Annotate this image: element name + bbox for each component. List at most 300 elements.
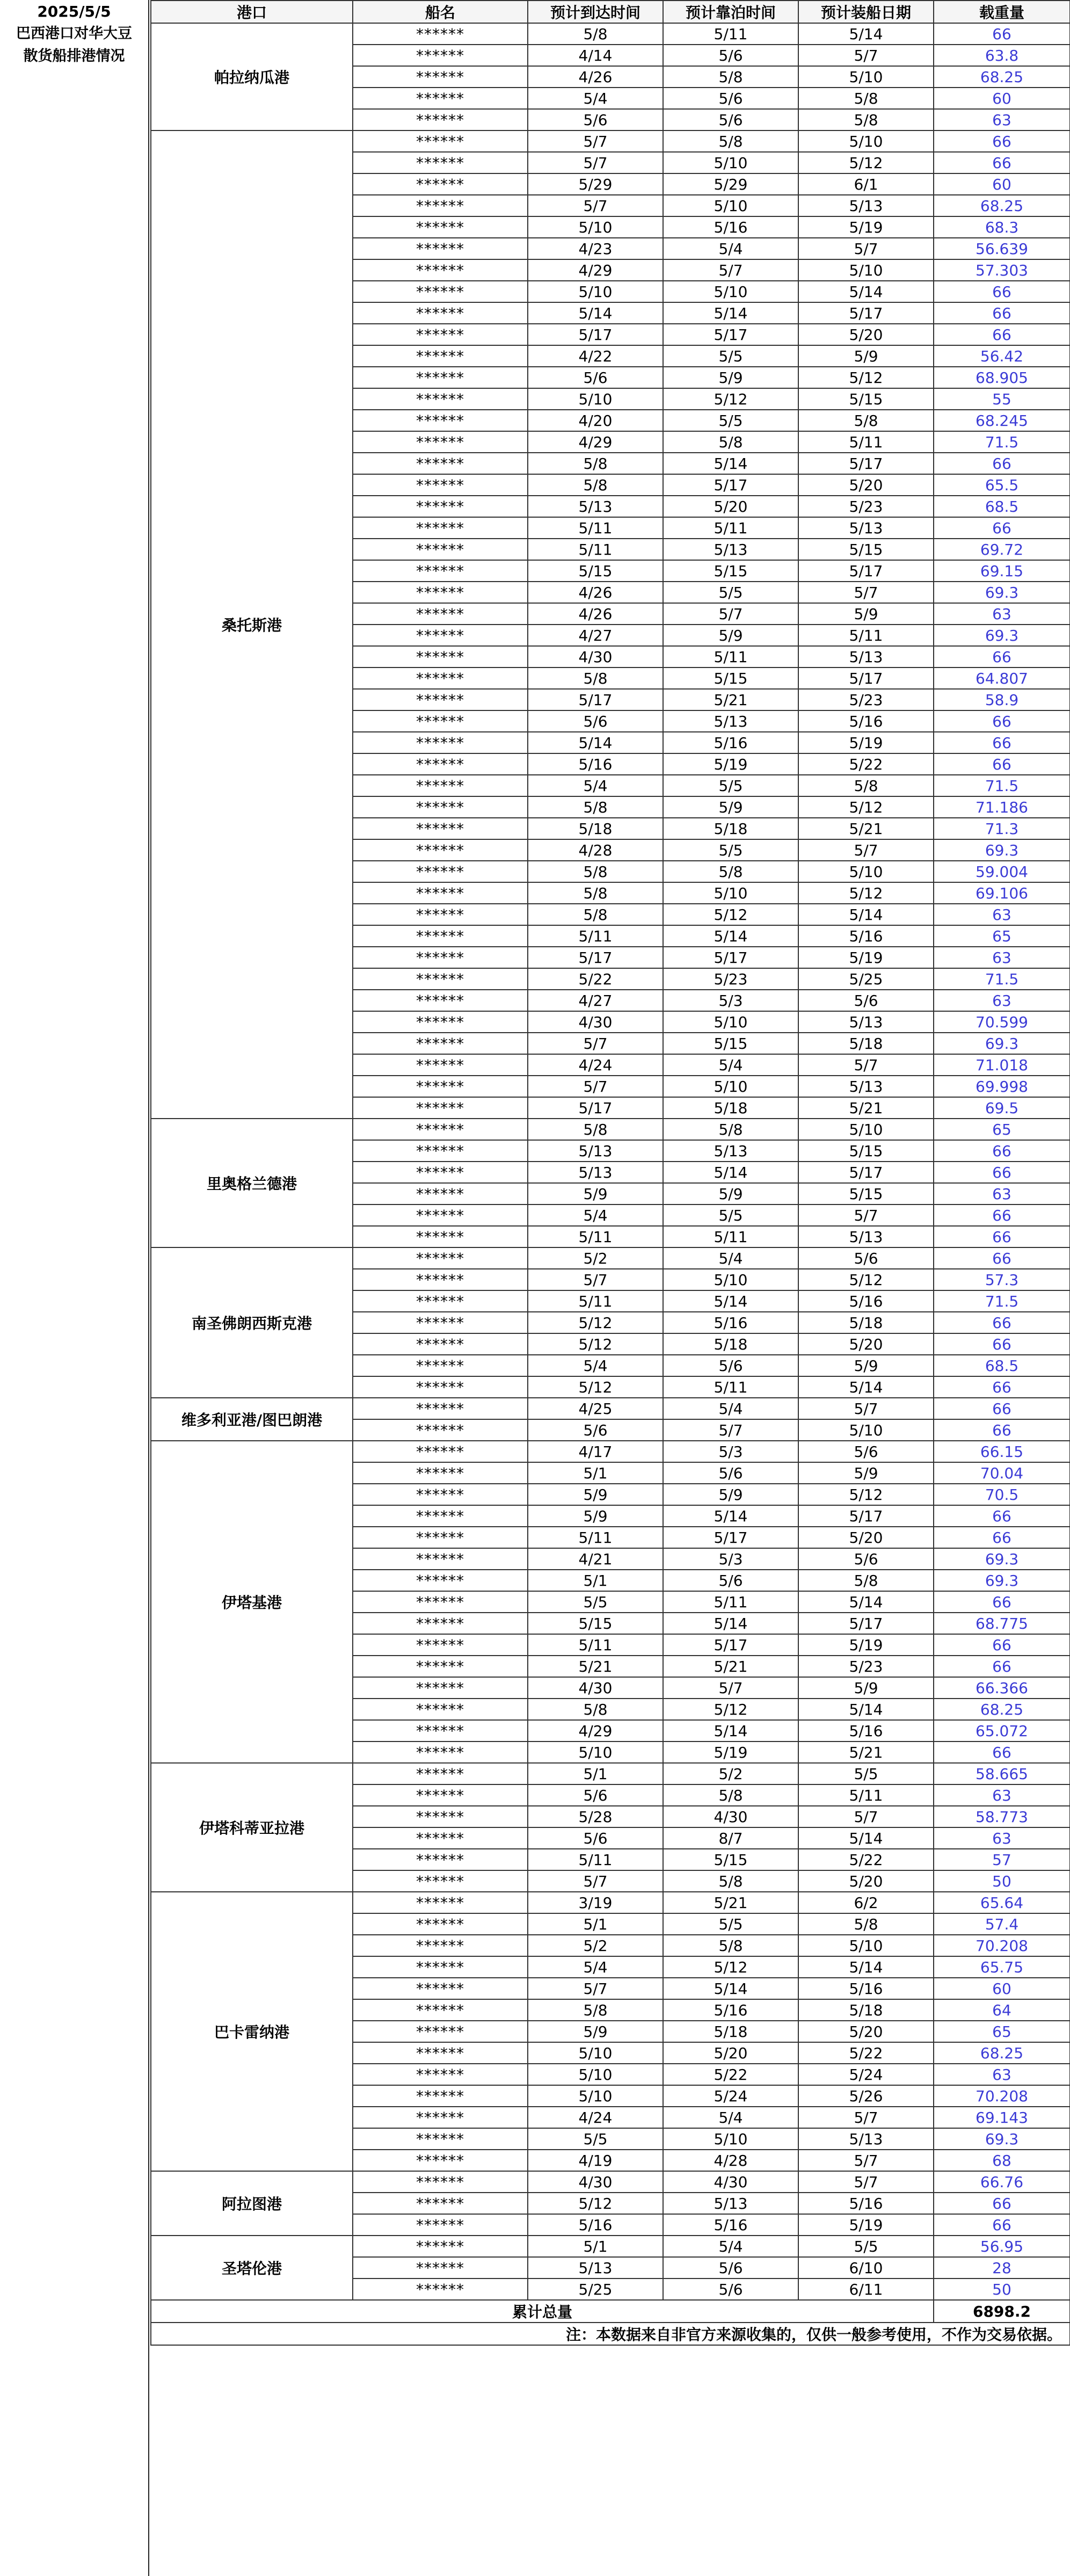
arrival-cell: 5/7 <box>528 1978 663 1999</box>
port-name-cell: 圣塔伦港 <box>151 2236 353 2300</box>
ship-name-cell: ****** <box>353 66 528 88</box>
arrival-cell: 5/7 <box>528 152 663 173</box>
deadweight-cell: 50 <box>934 1870 1070 1892</box>
table-row <box>151 1763 1070 1784</box>
loading-cell: 5/6 <box>798 990 934 1011</box>
arrival-cell: 5/1 <box>528 2236 663 2257</box>
berthing-cell: 5/5 <box>663 1913 798 1935</box>
loading-cell: 5/12 <box>798 1484 934 1505</box>
deadweight-cell: 68.25 <box>934 2042 1070 2064</box>
ship-name-cell: ****** <box>353 1333 528 1355</box>
loading-cell: 5/11 <box>798 1784 934 1806</box>
arrival-cell: 5/8 <box>528 796 663 818</box>
ship-name-cell: ****** <box>353 667 528 689</box>
berthing-cell: 5/7 <box>663 1677 798 1699</box>
deadweight-cell: 66 <box>934 1312 1070 1333</box>
arrival-cell: 5/8 <box>528 861 663 882</box>
arrival-cell: 5/4 <box>528 1204 663 1226</box>
loading-cell: 5/9 <box>798 345 934 367</box>
berthing-cell: 5/16 <box>663 732 798 753</box>
loading-cell: 5/13 <box>798 517 934 539</box>
deadweight-cell: 68.3 <box>934 216 1070 238</box>
deadweight-cell: 60 <box>934 88 1070 109</box>
berthing-cell: 5/8 <box>663 130 798 152</box>
berthing-cell: 5/10 <box>663 1011 798 1033</box>
arrival-cell: 5/17 <box>528 1097 663 1119</box>
loading-cell: 5/13 <box>798 646 934 667</box>
column-header: 船名 <box>353 1 528 23</box>
deadweight-cell: 68.245 <box>934 410 1070 431</box>
deadweight-cell: 63 <box>934 1183 1070 1204</box>
ship-name-cell: ****** <box>353 517 528 539</box>
berthing-cell: 5/2 <box>663 1763 798 1784</box>
arrival-cell: 4/14 <box>528 45 663 66</box>
ship-name-cell: ****** <box>353 839 528 861</box>
deadweight-cell: 66 <box>934 1376 1070 1398</box>
loading-cell: 5/20 <box>798 1333 934 1355</box>
deadweight-cell: 71.3 <box>934 818 1070 839</box>
arrival-cell: 5/12 <box>528 1333 663 1355</box>
deadweight-cell: 68.5 <box>934 496 1070 517</box>
deadweight-cell: 70.208 <box>934 2085 1070 2107</box>
berthing-cell: 5/5 <box>663 1204 798 1226</box>
loading-cell: 5/14 <box>798 281 934 302</box>
deadweight-cell: 69.3 <box>934 1033 1070 1054</box>
berthing-cell: 5/7 <box>663 603 798 625</box>
ship-name-cell: ****** <box>353 1956 528 1978</box>
arrival-cell: 5/11 <box>528 925 663 947</box>
loading-cell: 5/7 <box>798 582 934 603</box>
arrival-cell: 3/19 <box>528 1892 663 1913</box>
port-name-cell: 桑托斯港 <box>151 130 353 1119</box>
ship-name-cell: ****** <box>353 1720 528 1741</box>
ship-name-cell: ****** <box>353 2064 528 2085</box>
deadweight-cell: 71.5 <box>934 431 1070 453</box>
deadweight-cell: 69.3 <box>934 839 1070 861</box>
deadweight-cell: 69.3 <box>934 1570 1070 1591</box>
arrival-cell: 5/12 <box>528 2193 663 2214</box>
ship-name-cell: ****** <box>353 410 528 431</box>
ship-name-cell: ****** <box>353 2128 528 2150</box>
table-body <box>151 23 1070 2345</box>
ship-name-cell: ****** <box>353 2021 528 2042</box>
total-row <box>151 2300 1070 2323</box>
loading-cell: 5/8 <box>798 410 934 431</box>
ship-name-cell: ****** <box>353 1376 528 1398</box>
ship-name-cell: ****** <box>353 1183 528 1204</box>
ship-name-cell: ****** <box>353 496 528 517</box>
deadweight-cell: 66 <box>934 646 1070 667</box>
arrival-cell: 4/26 <box>528 582 663 603</box>
deadweight-cell: 66 <box>934 1226 1070 1247</box>
berthing-cell: 5/10 <box>663 2128 798 2150</box>
berthing-cell: 5/6 <box>663 88 798 109</box>
loading-cell: 5/6 <box>798 1247 934 1269</box>
arrival-cell: 5/4 <box>528 1956 663 1978</box>
deadweight-cell: 65.64 <box>934 1892 1070 1913</box>
berthing-cell: 5/7 <box>663 1419 798 1441</box>
ship-name-cell: ****** <box>353 45 528 66</box>
arrival-cell: 5/10 <box>528 281 663 302</box>
berthing-cell: 5/17 <box>663 947 798 968</box>
berthing-cell: 5/9 <box>663 367 798 388</box>
loading-cell: 5/17 <box>798 1613 934 1634</box>
loading-cell: 5/7 <box>798 1806 934 1827</box>
loading-cell: 5/17 <box>798 453 934 474</box>
loading-cell: 5/7 <box>798 2171 934 2193</box>
arrival-cell: 5/2 <box>528 1247 663 1269</box>
berthing-cell: 5/16 <box>663 2214 798 2236</box>
arrival-cell: 5/11 <box>528 1634 663 1656</box>
deadweight-cell: 65 <box>934 1119 1070 1140</box>
loading-cell: 5/14 <box>798 1956 934 1978</box>
arrival-cell: 5/17 <box>528 689 663 710</box>
deadweight-cell: 56.639 <box>934 238 1070 259</box>
berthing-cell: 5/9 <box>663 625 798 646</box>
loading-cell: 5/19 <box>798 216 934 238</box>
ship-name-cell: ****** <box>353 2257 528 2279</box>
berthing-cell: 5/15 <box>663 560 798 582</box>
loading-cell: 5/14 <box>798 1699 934 1720</box>
loading-cell: 5/17 <box>798 1162 934 1183</box>
ship-name-cell: ****** <box>353 152 528 173</box>
arrival-cell: 5/8 <box>528 1119 663 1140</box>
berthing-cell: 5/13 <box>663 2193 798 2214</box>
deadweight-cell: 68.5 <box>934 1355 1070 1376</box>
ship-name-cell: ****** <box>353 1634 528 1656</box>
arrival-cell: 5/13 <box>528 2257 663 2279</box>
ship-name-cell: ****** <box>353 1054 528 1076</box>
loading-cell: 5/14 <box>798 1827 934 1849</box>
ship-name-cell: ****** <box>353 2042 528 2064</box>
loading-cell: 5/14 <box>798 1376 934 1398</box>
arrival-cell: 5/6 <box>528 367 663 388</box>
arrival-cell: 4/30 <box>528 2171 663 2193</box>
ship-name-cell: ****** <box>353 582 528 603</box>
berthing-cell: 5/4 <box>663 1398 798 1419</box>
berthing-cell: 5/7 <box>663 259 798 281</box>
deadweight-cell: 66 <box>934 1634 1070 1656</box>
ship-name-cell: ****** <box>353 1978 528 1999</box>
deadweight-cell: 64 <box>934 1999 1070 2021</box>
ship-name-cell: ****** <box>353 474 528 496</box>
berthing-cell: 5/21 <box>663 1656 798 1677</box>
arrival-cell: 5/10 <box>528 2085 663 2107</box>
berthing-cell: 5/5 <box>663 582 798 603</box>
ship-name-cell: ****** <box>353 23 528 45</box>
table-row <box>151 23 1070 45</box>
berthing-cell: 5/11 <box>663 1591 798 1613</box>
port-name-cell: 伊塔科蒂亚拉港 <box>151 1763 353 1892</box>
berthing-cell: 5/6 <box>663 1355 798 1376</box>
arrival-cell: 4/29 <box>528 259 663 281</box>
ship-name-cell: ****** <box>353 1269 528 1290</box>
berthing-cell: 5/18 <box>663 1333 798 1355</box>
deadweight-cell: 65.072 <box>934 1720 1070 1741</box>
deadweight-cell: 65 <box>934 2021 1070 2042</box>
berthing-cell: 5/11 <box>663 517 798 539</box>
arrival-cell: 5/10 <box>528 2064 663 2085</box>
deadweight-cell: 66 <box>934 1333 1070 1355</box>
berthing-cell: 5/13 <box>663 710 798 732</box>
loading-cell: 5/20 <box>798 474 934 496</box>
arrival-cell: 5/29 <box>528 173 663 195</box>
loading-cell: 5/10 <box>798 259 934 281</box>
loading-cell: 5/23 <box>798 689 934 710</box>
ship-name-cell: ****** <box>353 1204 528 1226</box>
arrival-cell: 4/29 <box>528 431 663 453</box>
loading-cell: 5/7 <box>798 238 934 259</box>
berthing-cell: 5/10 <box>663 1076 798 1097</box>
deadweight-cell: 69.3 <box>934 625 1070 646</box>
deadweight-cell: 66 <box>934 23 1070 45</box>
ship-name-cell: ****** <box>353 904 528 925</box>
berthing-cell: 5/3 <box>663 990 798 1011</box>
arrival-cell: 5/11 <box>528 517 663 539</box>
arrival-cell: 5/1 <box>528 1462 663 1484</box>
deadweight-cell: 60 <box>934 173 1070 195</box>
ship-name-cell: ****** <box>353 1119 528 1140</box>
berthing-cell: 5/10 <box>663 195 798 216</box>
ship-name-cell: ****** <box>353 324 528 345</box>
deadweight-cell: 55 <box>934 388 1070 410</box>
berthing-cell: 5/5 <box>663 839 798 861</box>
arrival-cell: 5/13 <box>528 1140 663 1162</box>
berthing-cell: 5/14 <box>663 1505 798 1527</box>
ship-name-cell: ****** <box>353 732 528 753</box>
berthing-cell: 5/12 <box>663 388 798 410</box>
berthing-cell: 5/17 <box>663 324 798 345</box>
loading-cell: 5/10 <box>798 1419 934 1441</box>
arrival-cell: 5/21 <box>528 1656 663 1677</box>
arrival-cell: 5/7 <box>528 130 663 152</box>
arrival-cell: 5/4 <box>528 88 663 109</box>
deadweight-cell: 63 <box>934 904 1070 925</box>
loading-cell: 5/11 <box>798 431 934 453</box>
deadweight-cell: 57.303 <box>934 259 1070 281</box>
berthing-cell: 5/6 <box>663 2279 798 2300</box>
header-row <box>151 1 1070 23</box>
ship-name-cell: ****** <box>353 1505 528 1527</box>
loading-cell: 5/13 <box>798 1226 934 1247</box>
deadweight-cell: 66 <box>934 2193 1070 2214</box>
arrival-cell: 5/6 <box>528 1784 663 1806</box>
ship-name-cell: ****** <box>353 990 528 1011</box>
loading-cell: 5/10 <box>798 861 934 882</box>
deadweight-cell: 69.3 <box>934 2128 1070 2150</box>
berthing-cell: 5/10 <box>663 152 798 173</box>
ship-name-cell: ****** <box>353 1784 528 1806</box>
berthing-cell: 5/14 <box>663 302 798 324</box>
deadweight-cell: 60 <box>934 1978 1070 1999</box>
column-header: 预计到达时间 <box>528 1 663 23</box>
ship-name-cell: ****** <box>353 1892 528 1913</box>
deadweight-cell: 66 <box>934 1741 1070 1763</box>
arrival-cell: 4/17 <box>528 1441 663 1462</box>
ship-name-cell: ****** <box>353 1097 528 1119</box>
arrival-cell: 5/11 <box>528 1226 663 1247</box>
ship-name-cell: ****** <box>353 281 528 302</box>
deadweight-cell: 65 <box>934 925 1070 947</box>
berthing-cell: 5/20 <box>663 2042 798 2064</box>
arrival-cell: 5/8 <box>528 453 663 474</box>
berthing-cell: 5/5 <box>663 775 798 796</box>
report-title-line-1: 巴西港口对华大豆 <box>16 25 132 42</box>
port-name-cell: 南圣佛朗西斯克港 <box>151 1247 353 1398</box>
loading-cell: 5/23 <box>798 496 934 517</box>
column-header: 港口 <box>151 1 353 23</box>
port-name-cell: 阿拉图港 <box>151 2171 353 2236</box>
berthing-cell: 5/18 <box>663 818 798 839</box>
arrival-cell: 5/6 <box>528 1827 663 1849</box>
deadweight-cell: 63 <box>934 603 1070 625</box>
arrival-cell: 4/25 <box>528 1398 663 1419</box>
arrival-cell: 4/23 <box>528 238 663 259</box>
ship-name-cell: ****** <box>353 2150 528 2171</box>
arrival-cell: 4/27 <box>528 990 663 1011</box>
arrival-cell: 5/10 <box>528 388 663 410</box>
loading-cell: 5/8 <box>798 88 934 109</box>
arrival-cell: 5/15 <box>528 1613 663 1634</box>
deadweight-cell: 66 <box>934 1204 1070 1226</box>
berthing-cell: 5/29 <box>663 173 798 195</box>
arrival-cell: 4/21 <box>528 1548 663 1570</box>
arrival-cell: 5/10 <box>528 2042 663 2064</box>
ship-name-cell: ****** <box>353 216 528 238</box>
deadweight-cell: 58.9 <box>934 689 1070 710</box>
berthing-cell: 5/8 <box>663 66 798 88</box>
deadweight-cell: 50 <box>934 2279 1070 2300</box>
arrival-cell: 5/7 <box>528 1033 663 1054</box>
deadweight-cell: 66 <box>934 753 1070 775</box>
deadweight-cell: 68 <box>934 2150 1070 2171</box>
ship-name-cell: ****** <box>353 1913 528 1935</box>
berthing-cell: 5/6 <box>663 45 798 66</box>
ship-name-cell: ****** <box>353 925 528 947</box>
table-row <box>151 1892 1070 1913</box>
deadweight-cell: 70.04 <box>934 1462 1070 1484</box>
column-header: 预计靠泊时间 <box>663 1 798 23</box>
deadweight-cell: 58.773 <box>934 1806 1070 1827</box>
berthing-cell: 4/28 <box>663 2150 798 2171</box>
deadweight-cell: 69.143 <box>934 2107 1070 2128</box>
ship-name-cell: ****** <box>353 1591 528 1613</box>
loading-cell: 5/22 <box>798 753 934 775</box>
berthing-cell: 5/17 <box>663 1527 798 1548</box>
table-row <box>151 1398 1070 1419</box>
ship-name-cell: ****** <box>353 238 528 259</box>
ship-name-cell: ****** <box>353 968 528 990</box>
loading-cell: 5/18 <box>798 1312 934 1333</box>
arrival-cell: 4/26 <box>528 603 663 625</box>
berthing-cell: 5/11 <box>663 646 798 667</box>
berthing-cell: 5/15 <box>663 667 798 689</box>
berthing-cell: 5/8 <box>663 1935 798 1956</box>
arrival-cell: 5/13 <box>528 496 663 517</box>
deadweight-cell: 68.905 <box>934 367 1070 388</box>
arrival-cell: 5/11 <box>528 1849 663 1870</box>
arrival-cell: 5/7 <box>528 195 663 216</box>
berthing-cell: 5/14 <box>663 1613 798 1634</box>
deadweight-cell: 66 <box>934 1247 1070 1269</box>
ship-name-cell: ****** <box>353 603 528 625</box>
arrival-cell: 5/15 <box>528 560 663 582</box>
deadweight-cell: 66 <box>934 1419 1070 1441</box>
ship-name-cell: ****** <box>353 1548 528 1570</box>
arrival-cell: 5/1 <box>528 1913 663 1935</box>
ship-name-cell: ****** <box>353 796 528 818</box>
berthing-cell: 5/13 <box>663 1140 798 1162</box>
deadweight-cell: 66 <box>934 130 1070 152</box>
column-header: 预计装船日期 <box>798 1 934 23</box>
loading-cell: 5/20 <box>798 2021 934 2042</box>
deadweight-cell: 66 <box>934 281 1070 302</box>
ship-name-cell: ****** <box>353 453 528 474</box>
loading-cell: 5/9 <box>798 1355 934 1376</box>
arrival-cell: 5/25 <box>528 2279 663 2300</box>
arrival-cell: 5/9 <box>528 1183 663 1204</box>
port-name-cell: 里奥格兰德港 <box>151 1119 353 1247</box>
ship-name-cell: ****** <box>353 1699 528 1720</box>
arrival-cell: 5/28 <box>528 1806 663 1827</box>
loading-cell: 5/13 <box>798 1011 934 1033</box>
arrival-cell: 5/4 <box>528 775 663 796</box>
deadweight-cell: 66 <box>934 1162 1070 1183</box>
deadweight-cell: 56.95 <box>934 2236 1070 2257</box>
berthing-cell: 5/20 <box>663 496 798 517</box>
loading-cell: 5/10 <box>798 1935 934 1956</box>
berthing-cell: 4/30 <box>663 1806 798 1827</box>
loading-cell: 5/26 <box>798 2085 934 2107</box>
table-row <box>151 130 1070 152</box>
loading-cell: 5/7 <box>798 839 934 861</box>
arrival-cell: 5/5 <box>528 2128 663 2150</box>
arrival-cell: 4/24 <box>528 1054 663 1076</box>
loading-cell: 5/20 <box>798 324 934 345</box>
loading-cell: 5/19 <box>798 2214 934 2236</box>
report-date: 2025/5/5 <box>37 2 111 20</box>
arrival-cell: 5/11 <box>528 1290 663 1312</box>
loading-cell: 5/10 <box>798 130 934 152</box>
arrival-cell: 5/9 <box>528 2021 663 2042</box>
port-name-cell: 伊塔基港 <box>151 1441 353 1763</box>
loading-cell: 5/7 <box>798 1054 934 1076</box>
deadweight-cell: 63 <box>934 2064 1070 2085</box>
ship-name-cell: ****** <box>353 753 528 775</box>
deadweight-cell: 28 <box>934 2257 1070 2279</box>
deadweight-cell: 64.807 <box>934 667 1070 689</box>
ship-name-cell: ****** <box>353 1140 528 1162</box>
ship-name-cell: ****** <box>353 88 528 109</box>
arrival-cell: 5/12 <box>528 1312 663 1333</box>
berthing-cell: 5/6 <box>663 1570 798 1591</box>
deadweight-cell: 66 <box>934 732 1070 753</box>
deadweight-cell: 68.25 <box>934 195 1070 216</box>
deadweight-cell: 70.5 <box>934 1484 1070 1505</box>
loading-cell: 5/15 <box>798 1140 934 1162</box>
total-label: 累计总量 <box>151 2300 934 2323</box>
loading-cell: 5/5 <box>798 2236 934 2257</box>
ship-name-cell: ****** <box>353 1849 528 1870</box>
deadweight-cell: 66 <box>934 1505 1070 1527</box>
arrival-cell: 5/6 <box>528 109 663 130</box>
arrival-cell: 5/18 <box>528 818 663 839</box>
ship-name-cell: ****** <box>353 947 528 968</box>
deadweight-cell: 57.3 <box>934 1269 1070 1290</box>
berthing-cell: 5/4 <box>663 238 798 259</box>
deadweight-cell: 69.106 <box>934 882 1070 904</box>
berthing-cell: 5/4 <box>663 2107 798 2128</box>
